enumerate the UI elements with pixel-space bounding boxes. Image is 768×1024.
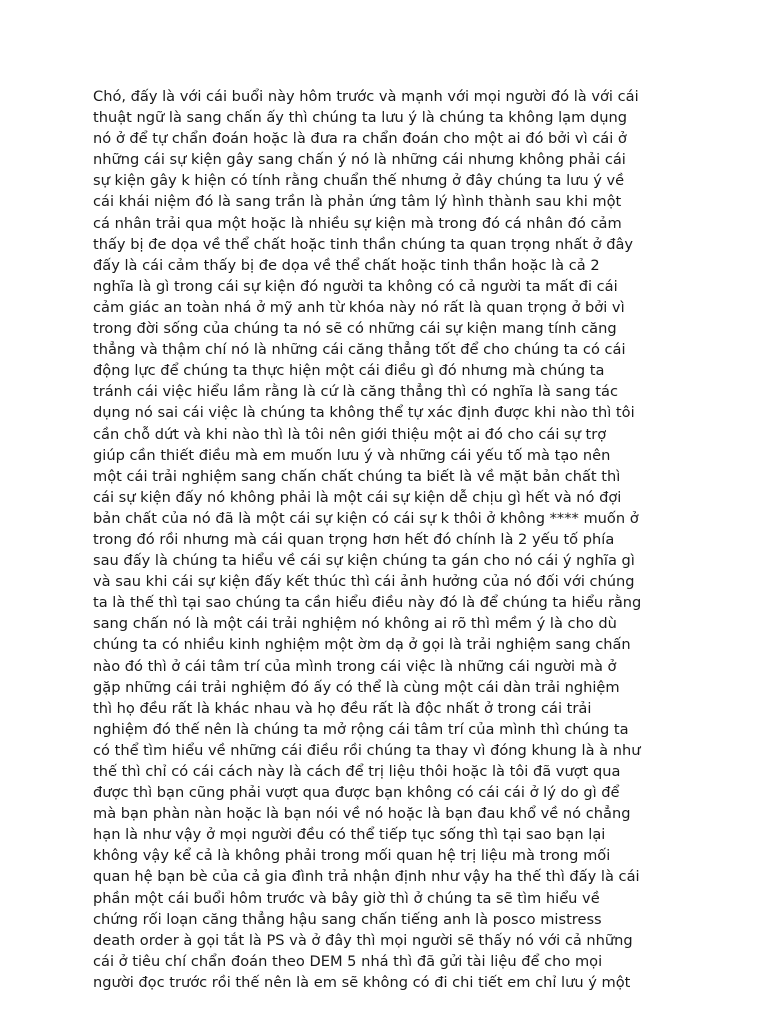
- body-paragraph: [93, 86, 693, 993]
- text-line: trong đời sống của chúng ta nó sẽ có những cái sự kiện mang tính căng: [93, 320, 617, 338]
- text-line: đấy là cái cảm thấy bị đe dọa về thể chất hoặc tinh thần hoặc là cả 2: [93, 256, 600, 274]
- text-line: death order à gọi tắt là PS và ở đây thì mọi người sẽ thấy nó với cả những: [93, 931, 633, 949]
- text-line: mà bạn phàn nàn hoặc là bạn nói về nó hoặc là bạn đau khổ về nó chẳng: [93, 805, 631, 823]
- text-line: sự kiện gây k hiện có tính rằng chuẩn thế nhưng ở đây chúng ta lưu ý về: [93, 172, 625, 190]
- text-line: thuật ngữ là sang chấn ấy thì chúng ta lưu ý là chúng ta không lạm dụng: [93, 109, 627, 127]
- text-line: sau đấy là chúng ta hiểu về cái sự kiện chúng ta gán cho nó cái ý nghĩa gì: [93, 552, 635, 570]
- text-line: Chó, đấy là với cái buổi này hôm trước và mạnh với mọi người đó là với cái: [93, 88, 639, 105]
- text-line: nghĩa là gì trong cái sự kiện đó người ta không có cả người ta mất đi cái: [93, 277, 618, 295]
- text-line: chúng ta có nhiều kinh nghiệm một ờm dạ ở gọi là trải nghiệm sang chấn: [93, 636, 631, 654]
- text-line: gặp những cái trải nghiệm đó ấy có thể là cùng một cái dàn trải nghiệm: [93, 678, 620, 696]
- text-line: hạn là như vậy ở mọi người đều có thể tiếp tục sống thì tại sao bạn lại: [93, 826, 606, 844]
- text-line: giúp cần thiết điều mà em muốn lưu ý và những cái yếu tố mà tạo nên: [93, 446, 611, 464]
- text-line: chứng rối loạn căng thẳng hậu sang chấn tiếng anh là posco mistress: [93, 910, 602, 928]
- text-line: nào đó thì ở cái tâm trí của mình trong cái việc là những cái người mà ở: [93, 657, 617, 675]
- text-line: cảm giác an toàn nhá ở mỹ anh từ khóa này nó rất là quan trọng ở bởi vì: [93, 298, 625, 316]
- text-line: trong đó rồi nhưng mà cái quan trọng hơn hết đó chính là 2 yếu tố phía: [93, 530, 615, 548]
- text-line: thì họ đều rất là khác nhau và họ đều rất là độc nhất ở trong cái trải: [93, 699, 592, 717]
- text-line: nó ở để tự chẩn đoán hoặc là đưa ra chẩn đoán cho một ai đó bởi vì cái ở: [93, 130, 627, 148]
- text-line: thế thì chỉ có cái cách này là cách để trị liệu thôi hoặc là tôi đã vượt qua: [93, 763, 621, 780]
- text-line: không vậy kể cả là không phải trong mối quan hệ trị liệu mà trong mối: [93, 847, 611, 865]
- text-line: cái sự kiện đấy nó không phải là một cái sự kiện dễ chịu gì hết và nó đợi: [93, 488, 622, 506]
- text-line: quan hệ bạn bè của cả gia đình trả nhận định như vậy ha thế thì đấy là cái: [93, 868, 640, 886]
- text-line: một cái trải nghiệm sang chấn chất chúng ta biết là về mặt bản chất thì: [93, 467, 621, 485]
- text-line: cái khái niệm đó là sang trần là phản ứng tâm lý hình thành sau khi một: [93, 193, 622, 211]
- text-line: những cái sự kiện gây sang chấn ý nó là những cái nhưng không phải cái: [93, 151, 626, 169]
- text-line: sang chấn nó là một cái trải nghiệm nó không ai rõ thì mềm ý là cho dù: [93, 615, 617, 633]
- text-line: nghiệm đó thế nên là chúng ta mở rộng cái tâm trí của mình thì chúng ta: [93, 720, 629, 738]
- text-line: phần một cái buổi hôm trước và bây giờ thì ở chúng ta sẽ tìm hiểu về: [93, 889, 600, 907]
- text-line: cá nhân trải qua một hoặc là nhiều sự kiện mà trong đó cá nhân đó cảm: [93, 214, 622, 232]
- text-line: được thì bạn cũng phải vượt qua được bạn không có cái cái ở lý do gì để: [93, 784, 620, 802]
- text-line: người đọc trước rồi thế nên là em sẽ không có đi chi tiết em chỉ lưu ý một: [93, 973, 631, 991]
- text-line: cái ở tiêu chí chẩn đoán theo DEM 5 nhá thì đã gửi tài liệu để cho mọi: [93, 952, 603, 970]
- text-line: bản chất của nó đã là một cái sự kiện có cái sự k thôi ở không **** muốn ở: [93, 509, 639, 527]
- text-line: và sau khi cái sự kiện đấy kết thúc thì cái ảnh hưởng của nó đối với chúng: [93, 573, 635, 591]
- text-line: cần chỗ dứt và khi nào thì là tôi nên giới thiệu một ai đó cho cái sự trợ: [93, 425, 607, 443]
- text-line: thẳng và thậm chí nó là những cái căng thẳng tốt để cho chúng ta có cái: [93, 341, 626, 359]
- text-line: dụng nó sai cái việc là chúng ta không thể tự xác định được khi nào thì tôi: [93, 404, 635, 422]
- text-line: tránh cái việc hiểu lầm rằng là cứ là căng thẳng thì có nghĩa là sang tác: [93, 383, 618, 401]
- text-line: có thể tìm hiểu về những cái điều rồi chúng ta thay vì đóng khung là à như: [93, 741, 641, 759]
- text-line: động lực để chúng ta thực hiện một cái điều gì đó nhưng mà chúng ta: [93, 362, 605, 380]
- text-line: ta là thế thì tại sao chúng ta cần hiểu điều này đó là để chúng ta hiểu rằng: [93, 594, 642, 612]
- text-line: thấy bị đe dọa về thể chất hoặc tinh thần chúng ta quan trọng nhất ở đây: [93, 235, 634, 253]
